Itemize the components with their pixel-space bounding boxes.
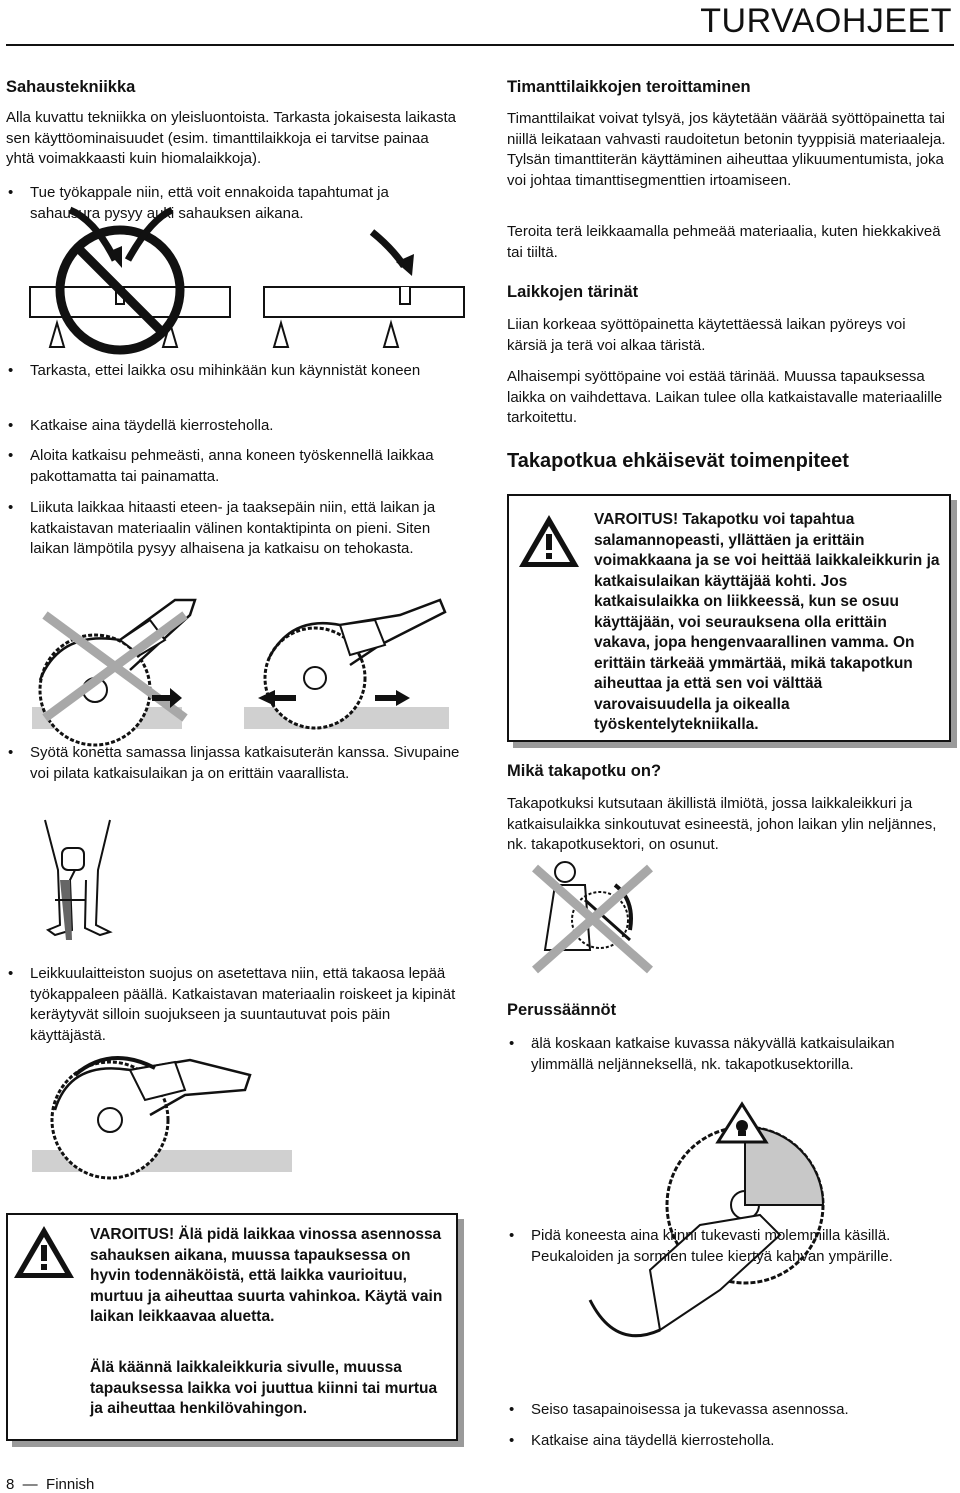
sharpen-paragraph-2: Teroita terä leikkaamalla pehmeää materiaalia, kuten hiekkakiveä tai tiiltä. <box>507 223 941 261</box>
sawing-heading: Sahaustekniikka <box>6 78 136 96</box>
sharpen-paragraph-1: Timanttilaikat voivat tylsyä, jos käytetään väärää syöttöpainetta tai niillä leikataan vahvasti raudoitetun betonin tyyppisiä materiaaleja. Tylsän timanttiterän käyttäminen aiheuttaa ylikuumentumista, joka voi johtaa timanttisegmenttien irtoamiseen. <box>507 110 946 189</box>
bullet-start-soft: • Aloita katkaisu pehmeästi, anna koneen työskennellä laikkaa pakottamatta tai painamatta. <box>6 446 460 487</box>
basic-rules-heading: Perussäännöt <box>507 1001 617 1019</box>
warning-text-2: Älä käännä laikkaleikkuria sivulle, muussa tapauksessa laikka voi juuttua kiinni tai murtua ja aiheuttaa henkilövahingon. <box>90 1359 438 1417</box>
basic-rule-3: • Seiso tasapainoisessa ja tukevassa asennossa. <box>507 1400 960 1421</box>
footer-language: Finnish <box>46 1476 95 1493</box>
skull-warning-icon <box>718 1104 766 1142</box>
bullet-support: • Tue työkappale niin, että voit ennakoida tapahtumat ja sahausura pysyy auki sahauksen aikana. <box>6 183 460 224</box>
bullet-feed: • Syötä konetta samassa linjassa katkaisuterän kanssa. Sivupaine voi pilata katkaisulaikan ja on erittäin vaarallista. <box>6 743 460 784</box>
page-number: 8 <box>6 1476 15 1493</box>
kickback-heading: Takapotkua ehkäisevät toimenpiteet <box>507 450 849 472</box>
basic-rule-1: • älä koskaan katkaise kuvassa näkyvällä katkaisulaikan ylimmällä neljänneksellä, nk. takapotkusektorilla. <box>507 1034 960 1075</box>
footer-dash: — <box>18 1476 42 1493</box>
sharpen-heading: Timanttilaikkojen teroittaminen <box>507 78 751 96</box>
page-footer <box>6 1476 94 1493</box>
bullet-check: • Tarkasta, ettei laikka osu mihinkään kun käynnistät koneen <box>6 361 460 382</box>
vibration-paragraph-2: Alhaisempi syöttöpaine voi estää tärinää. Muussa tapauksessa laikka on vaihdettava. Laikan tulee olla katkaistavalle materiaalille tarkoitettu. <box>507 368 943 426</box>
sawing-intro: Alla kuvattu tekniikka on yleisluontoista. Tarkasta jokaisesta laikasta sen käyttöominaisuudet (esim. timanttilaikkoja ei tarvitse painaa yhtä voimakkaasti kuin hiomalaikkoja). <box>6 109 456 167</box>
vibration-heading: Laikkojen tärinät <box>507 283 639 301</box>
bullet-full-speed: • Katkaise aina täydellä kierrosteholla. <box>6 416 460 437</box>
warning-text-1: VAROITUS! Älä pidä laikkaa vinossa asennossa sahauksen aikana, muussa tapauksessa on hyvin todennäköistä, että laikka vaurioituu, murtuu ja aiheuttaa suurta vahinkoa. Käytä vain laikan leikkaavaa aluetta. <box>90 1226 443 1325</box>
bullet-move: • Liikuta laikkaa hitaasti eteen- ja taaksepäin niin, että laikan ja katkaistavan materiaalin välinen kontaktipinta on pieni. Siten laikan lämpötila pysyy alhaisena ja katkaisu on tehokasta. <box>6 498 460 560</box>
vibration-paragraph-1: Liian korkeaa syöttöpainetta käytettäessä laikan pyöreys voi kärsiä ja terä voi alkaa täristä. <box>507 316 906 354</box>
what-heading: Mikä takapotku on? <box>507 762 662 780</box>
what-paragraph: Takapotkuksi kutsutaan äkillistä ilmiötä, jossa laikkaleikkuri ja katkaisulaikka sinkoutuvat esineestä, johon laikan ylin neljännes, nk. takapotkusektori, on osunut. <box>507 795 937 853</box>
basic-rule-4: • Katkaise aina täydellä kierrosteholla. <box>507 1431 960 1452</box>
basic-rule-2: • Pidä koneesta aina kiinni tukevasti molemmilla käsillä. Peukaloiden ja sormien tulee kiertyä kahvan ympärille. <box>507 1226 960 1267</box>
kickback-warning-text: VAROITUS! Takapotku voi tapahtua salamannopeasti, yllättäen ja erittäin voimakkaana ja se voi heittää laikkaleikkurin ja katkaisulaikan käyttäjää kohti. Jos katkaisulaikka on liikkeessä, kun se osuu käyttäjään, voi seurauksena olla erittäin vakava, jopa hengenvaarallinen vamma. On erittäin tärkeää ymmärtää, mikä takapotkun aiheuttaa ja että sen voi välttää varovaisuudella ja oikealla työskentelytekniikalla. <box>594 511 940 733</box>
page-title: TURVAOHJEET <box>700 2 952 40</box>
bullet-guard: • Leikkuulaitteiston suojus on asetettava niin, että takaosa lepää työkappaleen päällä. Katkaistavan materiaalin roiskeet ja kipinät keräytyvät silloin suojukseen ja suuntautuvat pois päin käyttäjästä. <box>6 964 460 1046</box>
